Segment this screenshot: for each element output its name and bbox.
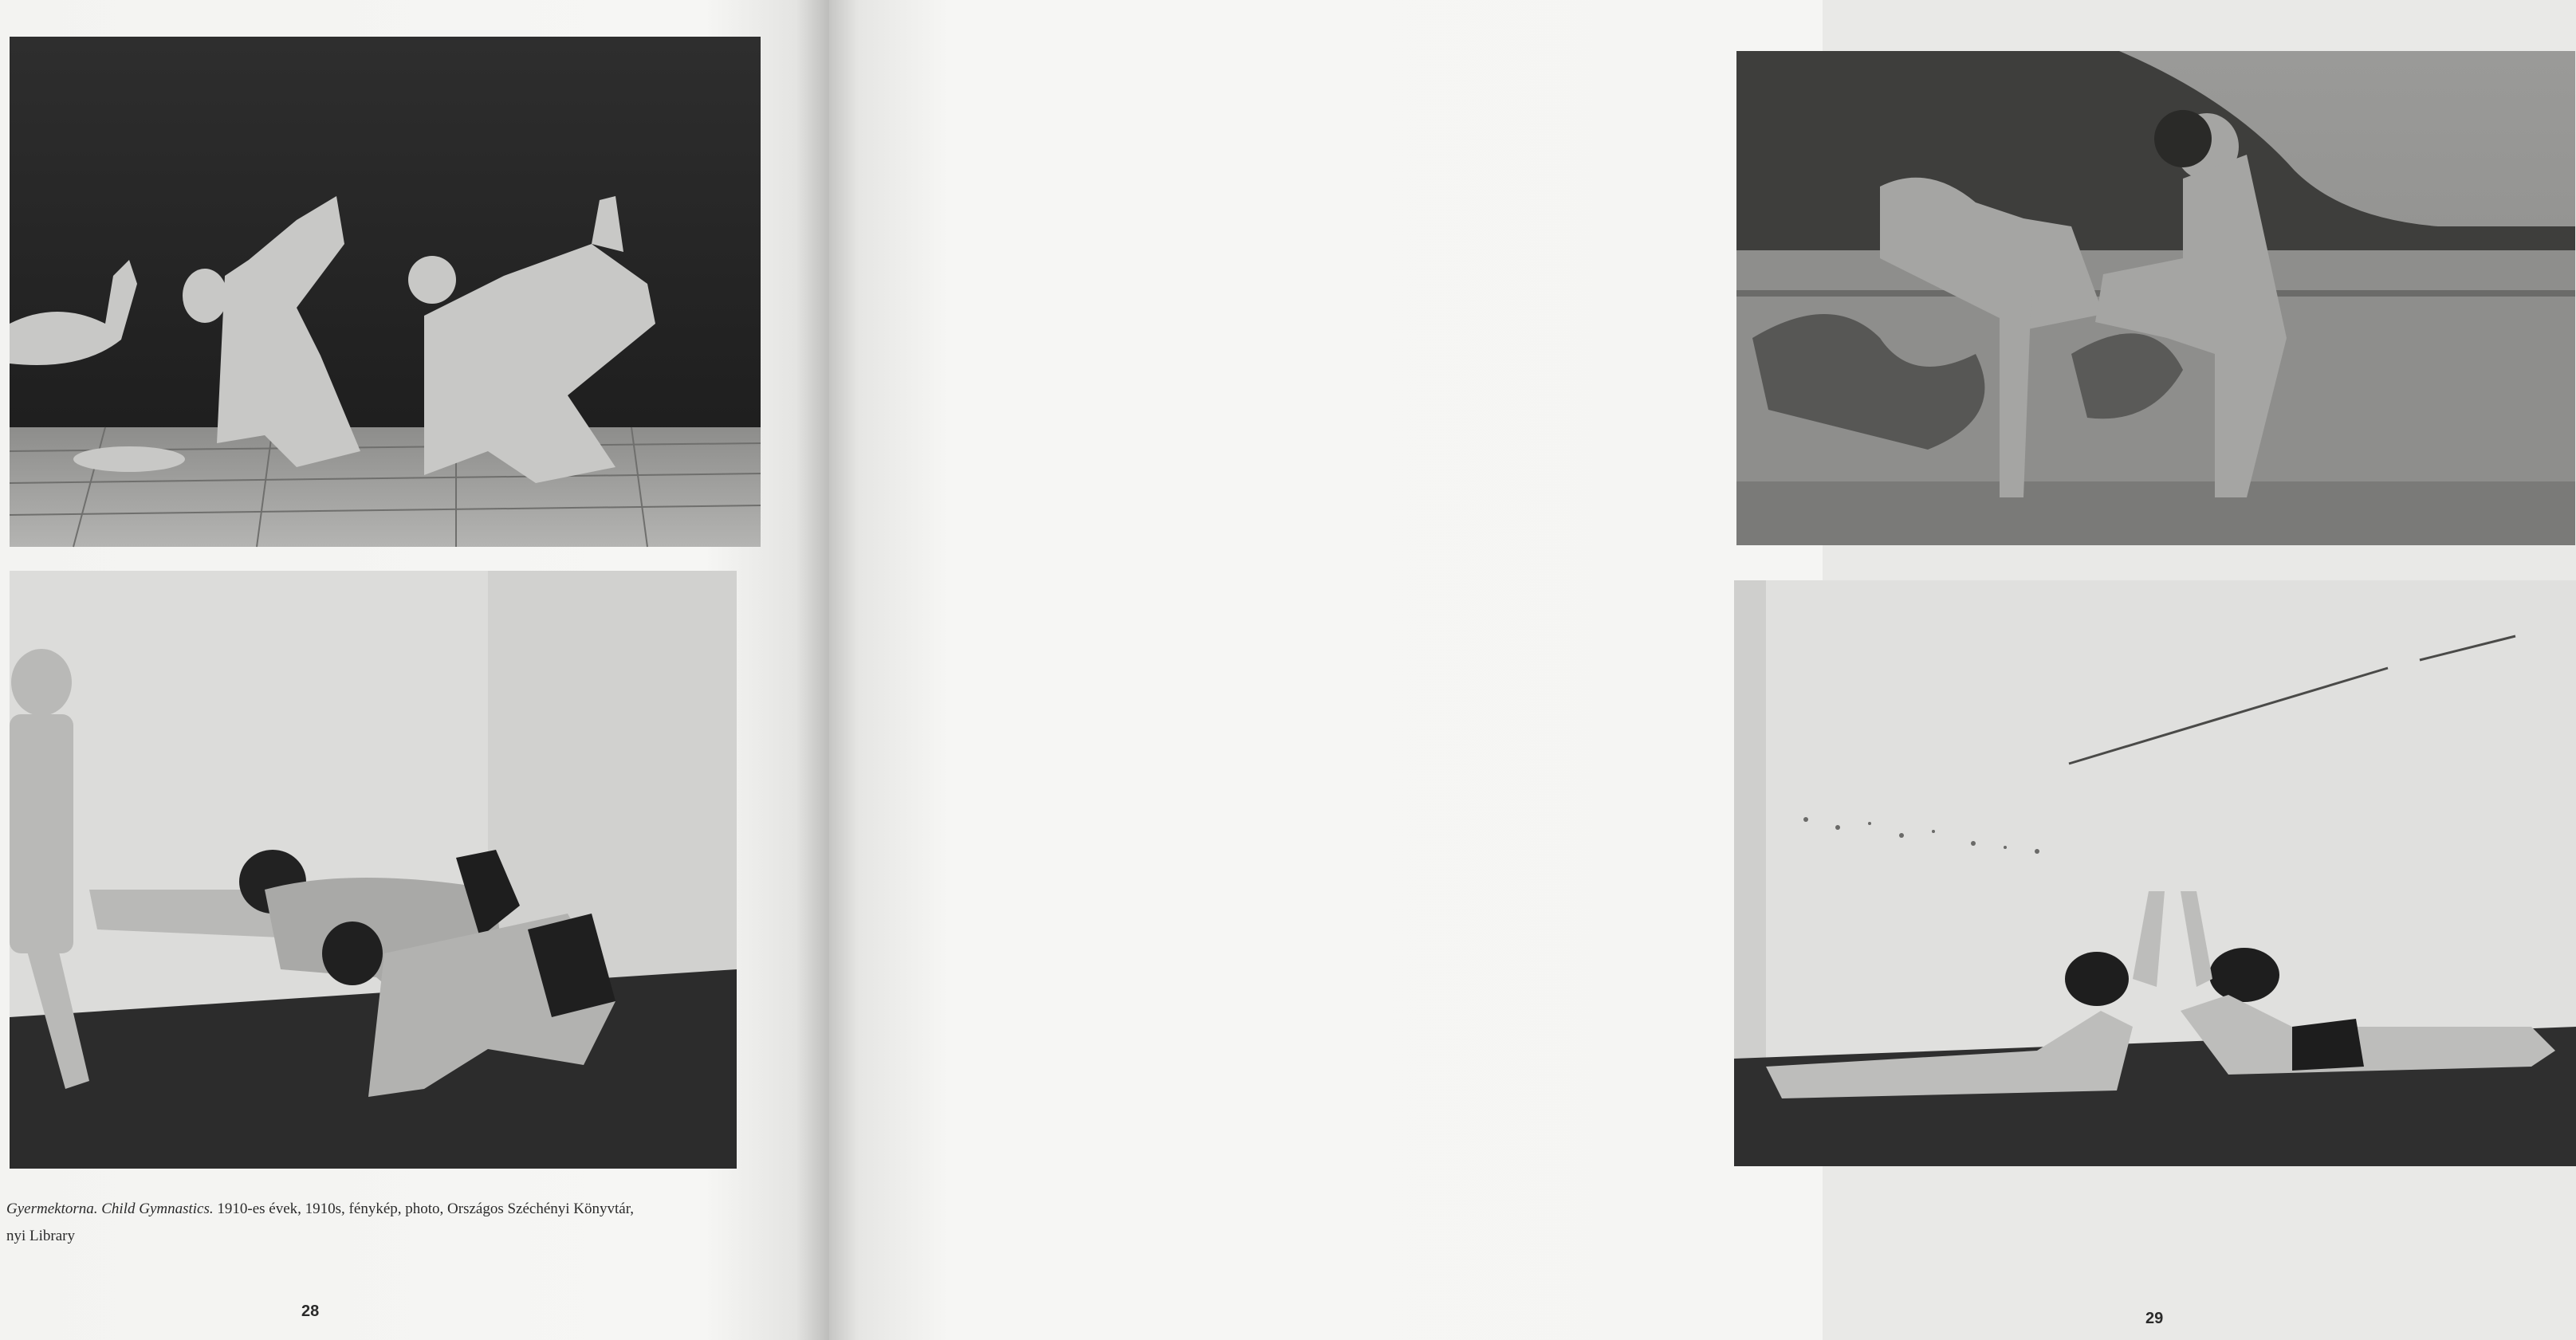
photo-two-children-standing-dancer-pose: [1736, 51, 2575, 545]
page-number-left: 28: [301, 1303, 320, 1320]
photo-children-crawling-holding-hands: [10, 571, 737, 1169]
page-number-right: 29: [2145, 1310, 2164, 1327]
right-page: [829, 0, 2164, 1340]
photo-three-children-dancer-pose: [10, 37, 761, 547]
caption-details: 1910-es évek, 1910s, fénykép, photo, Országos Széchényi Könyvtár,: [217, 1200, 635, 1217]
caption-line-2: nyi Library: [6, 1228, 76, 1244]
left-page: [0, 0, 829, 1340]
photo-caption: [6, 1196, 772, 1250]
caption-title-hu: Gyermektorna.: [6, 1200, 98, 1217]
photo-two-children-lying-hands-joined: [1734, 580, 2576, 1166]
caption-line-1: [6, 1196, 772, 1223]
caption-title-en: Child Gymnastics.: [101, 1200, 214, 1217]
